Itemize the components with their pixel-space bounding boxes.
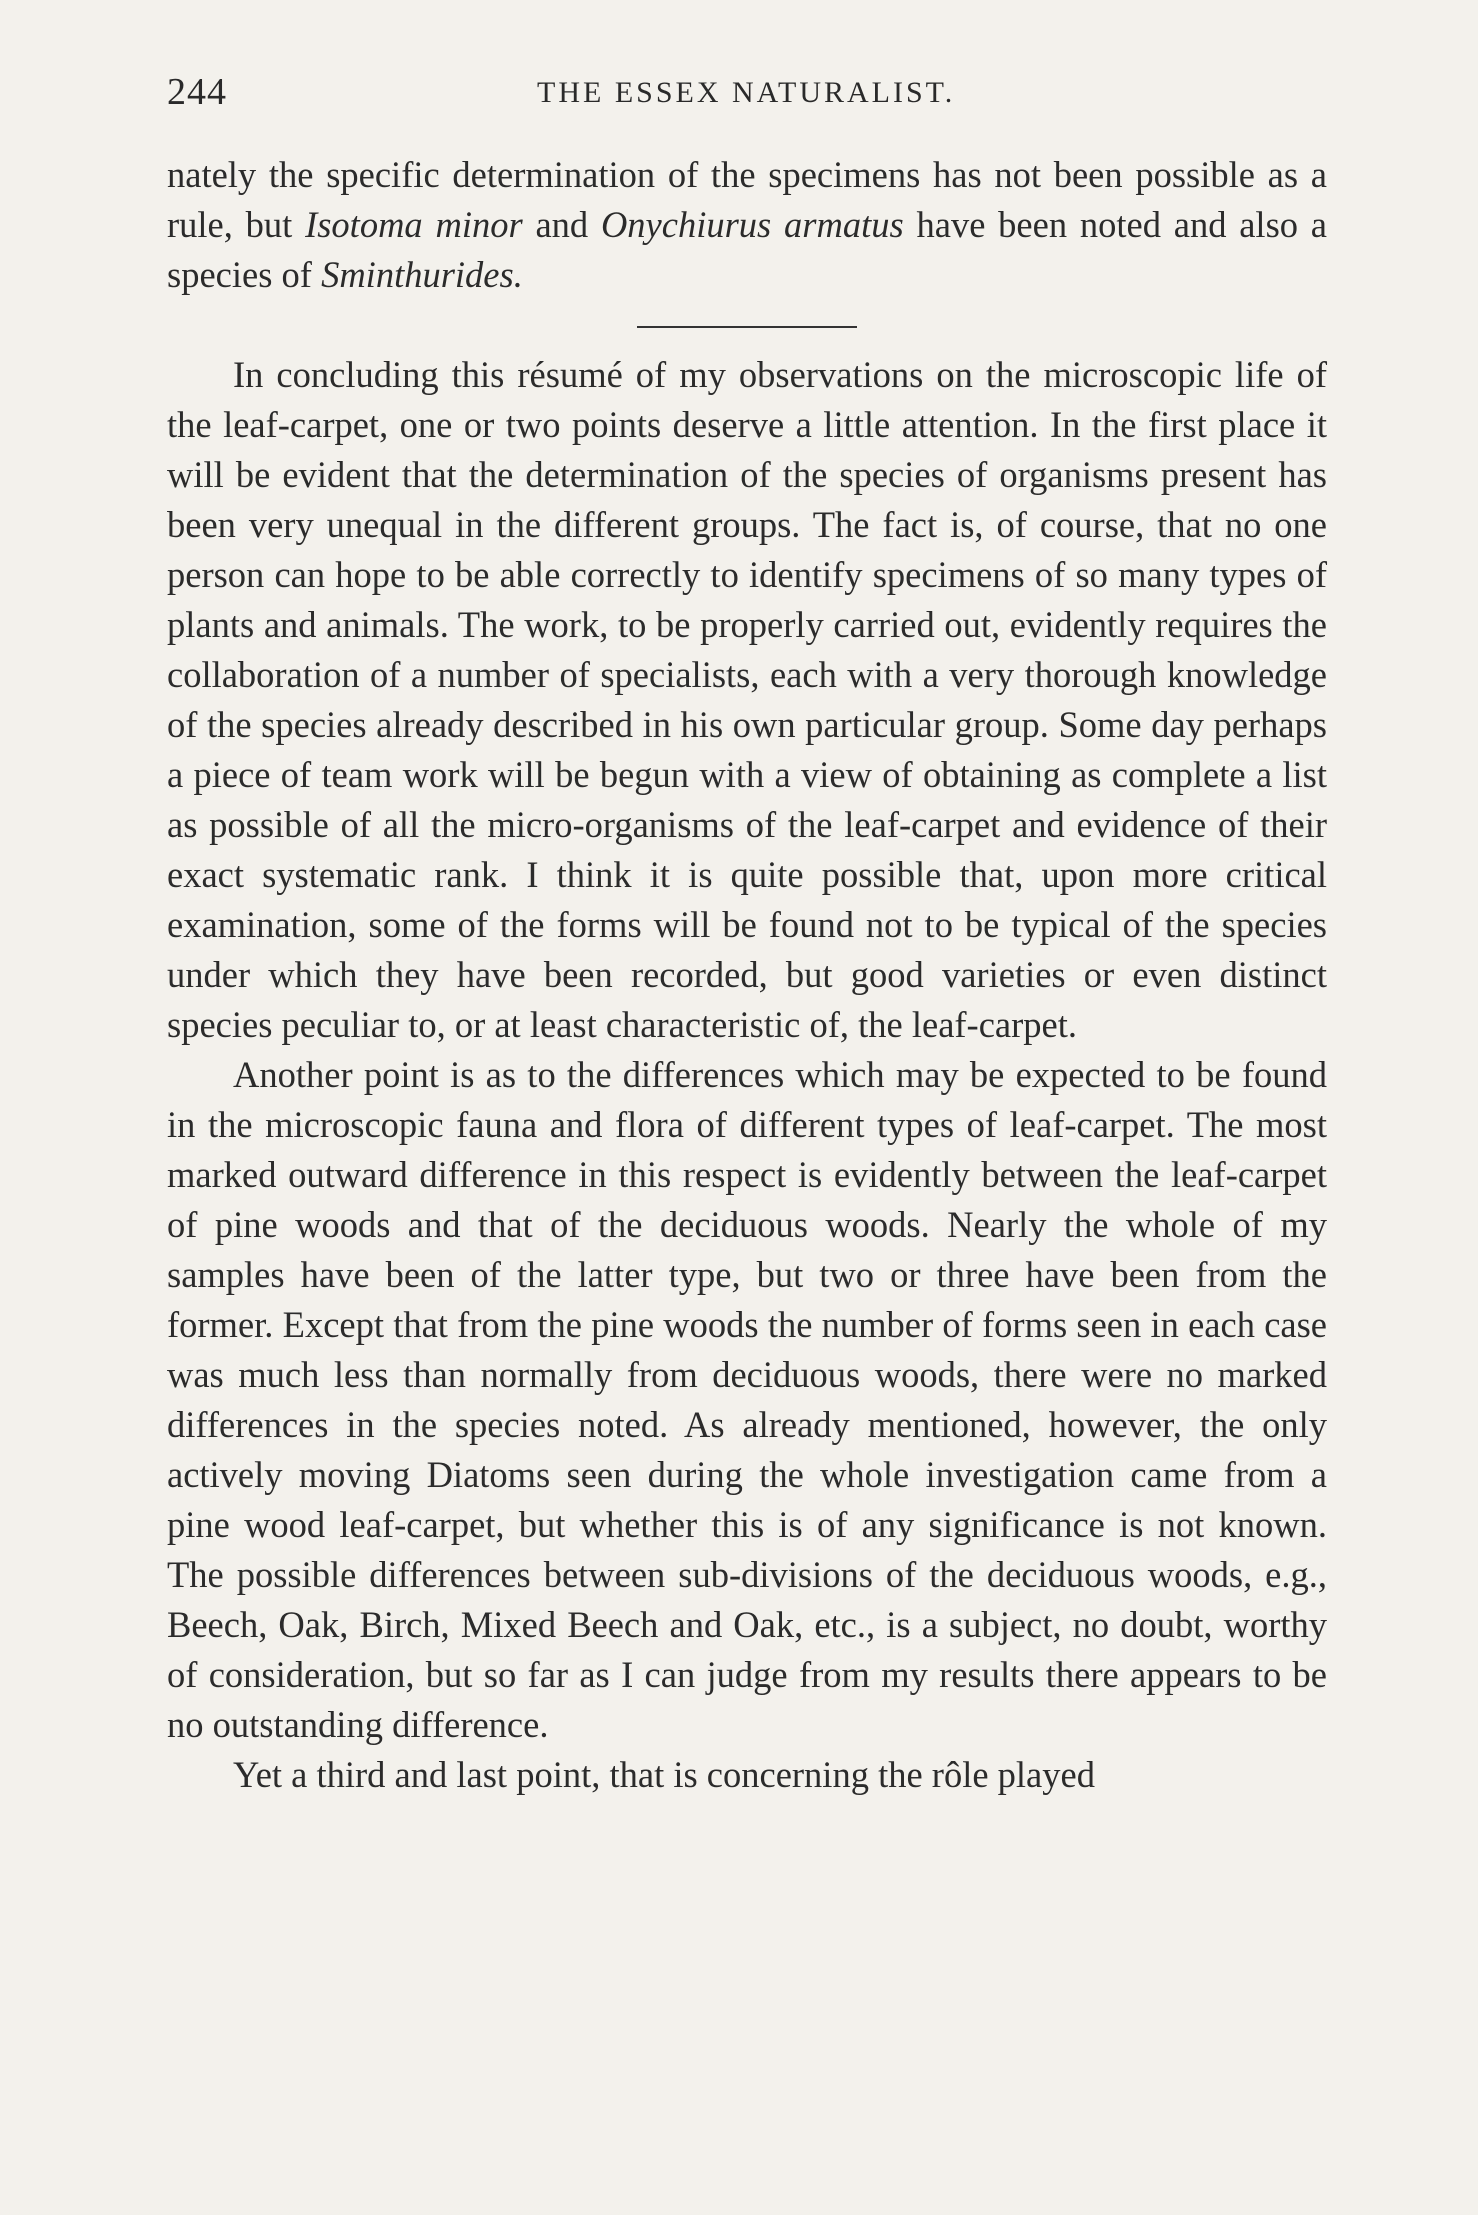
text-run: and: [522, 204, 601, 245]
running-head: THE ESSEX NATURALIST.: [537, 76, 956, 109]
paragraph-third-point: Yet a third and last point, that is concerning the rôle played: [233, 1754, 1095, 1795]
paragraph-differences: Another point is as to the differences which may be expected to be found in the microscopic fauna and flora of different types of leaf-carpet. The most marked outward difference in this respect is evidently between the leaf-carpet of pine woods and that of the deciduous woods. Nearly the whole of my samples have been of the latter type, but two or three have been from the former. Except that from the pine woods the number of forms seen in each case was much less than normally from deciduous woods, there were no marked differences in the species noted. As already mentioned, however, the only actively moving Diatoms seen during the whole investigation came from a pine wood leaf-carpet, but whether this is of any significance is not known. The possible differences between sub-divisions of the deciduous woods, e.g., Beech, Oak, Birch, Mixed Beech and Oak, etc., is a subject, no doubt, worthy of consideration, but so far as I can judge from my results there appears to be no outstanding difference.: [167, 1054, 1327, 1745]
species-name: Isotoma minor: [305, 204, 523, 245]
paragraph-continued: [167, 150, 1327, 300]
species-name: Sminthurides.: [321, 254, 523, 295]
text-run: have been noted and also a species of: [167, 204, 1328, 295]
page-header: [167, 70, 1327, 120]
species-name: Onychiurus armatus: [600, 204, 904, 245]
section-divider: [637, 326, 857, 328]
page-number: 244: [167, 71, 227, 113]
paragraph-conclusion: In concluding this résumé of my observations on the microscopic life of the leaf-carpet, one or two points deserve a little attention. In the first place it will be evident that the determination of the species of organisms present has been very unequal in the different groups. The fact is, of course, that no one person can hope to be able correctly to identify specimens of so many types of plants and animals. The work, to be properly carried out, evidently requires the collaboration of a number of specialists, each with a very thorough knowledge of the species already described in his own particular group. Some day perhaps a piece of team work will be begun with a view of obtaining as complete a list as possible of all the micro-organisms of the leaf-carpet and evidence of their exact systematic rank. I think it is quite possible that, upon more critical examination, some of the forms will be found not to be typical of the species under which they have been recorded, but good varieties or even distinct species peculiar to, or at least characteristic of, the leaf-carpet.: [167, 354, 1327, 1045]
text-run: nately the specific determination of the specimens has not been possible as a rule, but: [167, 154, 1327, 245]
body-text: [167, 150, 1327, 1800]
